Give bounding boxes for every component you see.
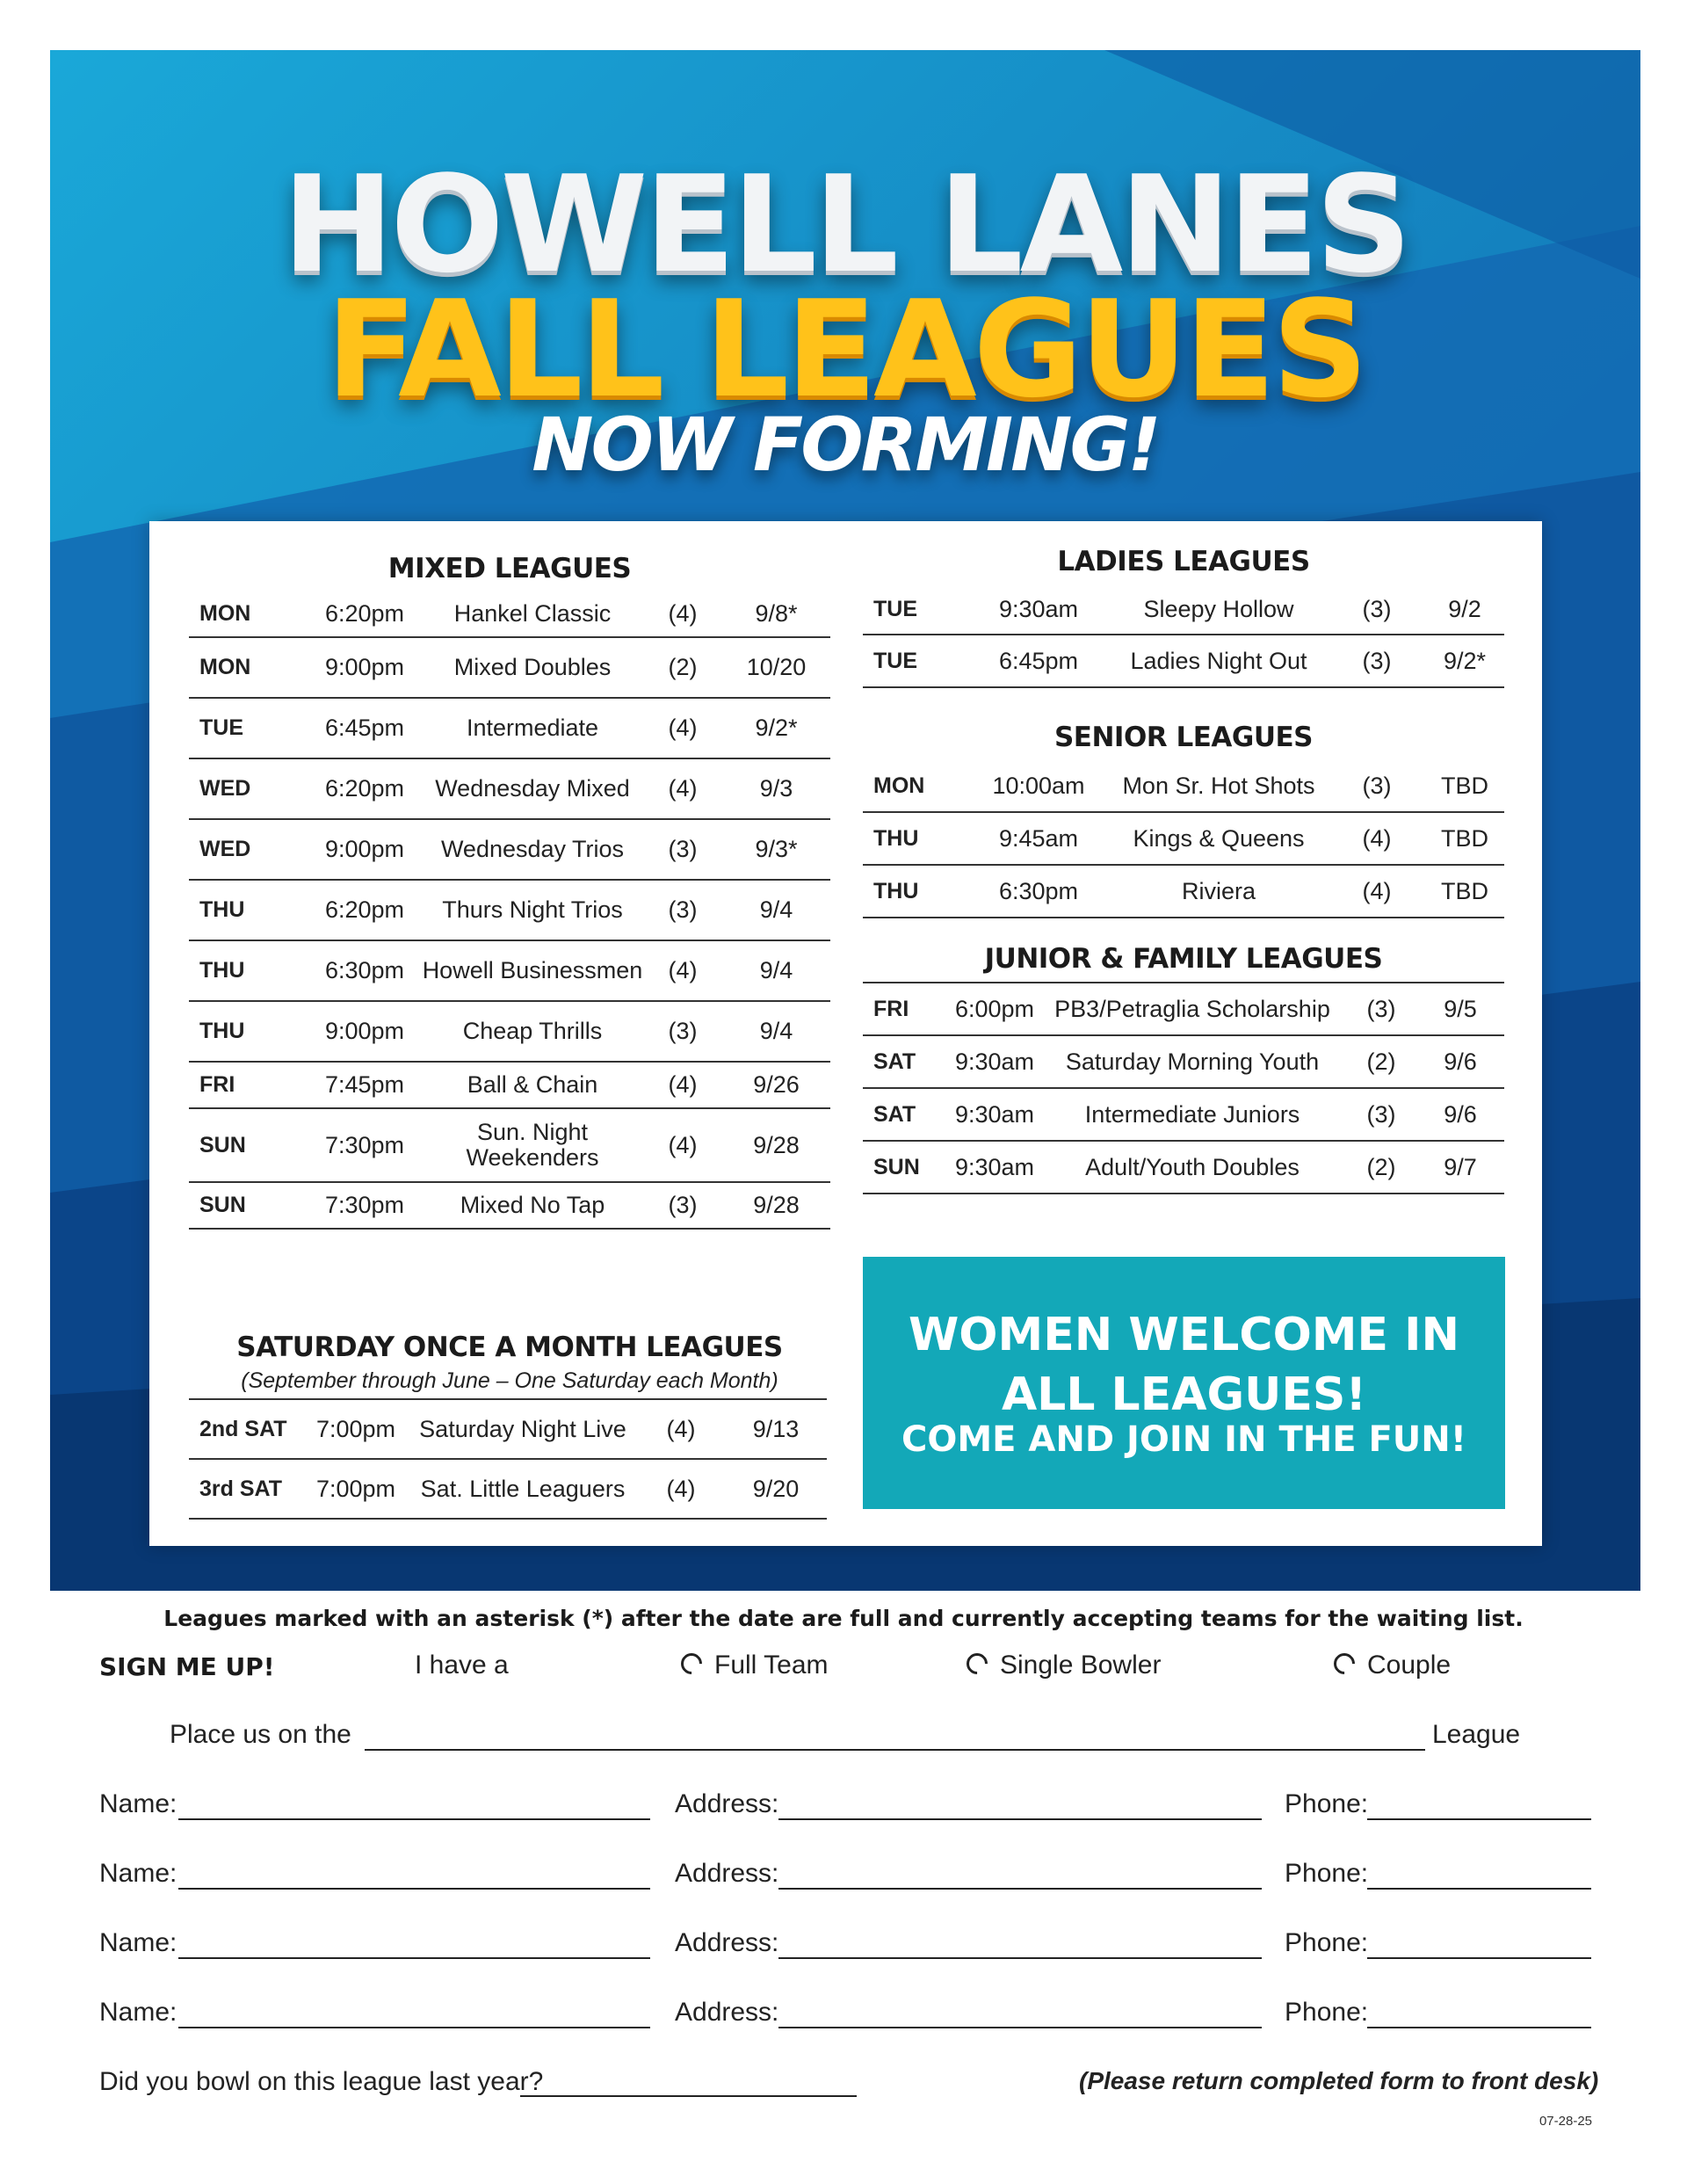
league-team-size: (4) [666, 1475, 696, 1502]
league-team-size: (4) [668, 715, 698, 741]
junior-family-leagues-table [863, 982, 1504, 1194]
league-row [863, 584, 1504, 635]
league-start-date: 9/4 [759, 1018, 793, 1044]
name-label: Name: [99, 1859, 177, 1888]
league-row [863, 1036, 1504, 1089]
monthly-leagues-title: SATURDAY ONCE A MONTH LEAGUES [236, 1331, 783, 1363]
senior-leagues-title: SENIOR LEAGUES [1053, 722, 1314, 753]
phone-field[interactable] [1367, 1818, 1591, 1820]
league-row [863, 813, 1504, 866]
league-start-date: 9/4 [759, 896, 793, 923]
junior-family-leagues-title: JUNIOR & FAMILY LEAGUES [984, 943, 1383, 975]
name-field[interactable] [178, 2027, 650, 2028]
radio-icon[interactable] [1329, 1649, 1359, 1679]
league-row [189, 1109, 830, 1183]
league-row [189, 1063, 830, 1109]
league-start-date: 9/26 [753, 1071, 800, 1098]
league-team-size: (3) [1362, 772, 1392, 799]
league-start-date: 10/20 [746, 654, 807, 680]
ladies-leagues-table [863, 584, 1504, 688]
option-single-bowler[interactable]: Single Bowler [967, 1651, 1161, 1680]
league-day: SUN [873, 1154, 920, 1179]
league-team-size: (3) [1366, 995, 1396, 1022]
name-field[interactable] [178, 1818, 650, 1820]
league-day: THU [199, 1019, 245, 1043]
league-day: FRI [873, 996, 909, 1021]
league-time: 7:00pm [315, 1415, 396, 1442]
league-start-date: 9/20 [752, 1475, 800, 1502]
league-name: Mixed Doubles [453, 654, 612, 680]
league-time: 6:20pm [324, 600, 405, 627]
last-year-question: Did you bowl on this league last year? [99, 2067, 544, 2096]
phone-field[interactable] [1367, 1957, 1591, 1959]
league-team-size: (4) [1362, 877, 1392, 904]
league-team-size: (4) [668, 1131, 698, 1158]
league-day: MON [199, 601, 251, 626]
league-name: Kings & Queens [1133, 824, 1305, 852]
league-row [189, 638, 830, 699]
league-team-size: (4) [668, 775, 698, 802]
waiting-list-note: Leagues marked with an asterisk (*) after the date are full and currently accepting teams for the waiting list. [163, 1606, 1524, 1631]
league-name: Sleepy Hollow [1143, 595, 1294, 622]
league-name: Mon Sr. Hot Shots [1122, 772, 1315, 799]
league-row [189, 1183, 830, 1230]
league-name: Ladies Night Out [1130, 647, 1307, 674]
league-name: Sun. Night Weekenders [466, 1119, 599, 1171]
phone-label: Phone: [1285, 1998, 1369, 2027]
address-label: Address: [675, 1789, 779, 1818]
league-day: THU [199, 958, 245, 983]
league-name: PB3/Petraglia Scholarship [1054, 995, 1330, 1022]
league-day: THU [873, 825, 919, 851]
league-start-date: 9/4 [759, 957, 793, 983]
league-day: TUE [873, 596, 917, 621]
league-team-size: (3) [1362, 595, 1392, 622]
league-time: 9:00pm [324, 654, 405, 680]
last-year-field[interactable] [520, 2095, 857, 2097]
league-name: Cheap Thrills [462, 1018, 603, 1044]
league-row [189, 1002, 830, 1063]
address-field[interactable] [778, 1818, 1262, 1820]
league-row [863, 1089, 1504, 1142]
league-day: 3rd SAT [199, 1476, 282, 1501]
phone-label: Phone: [1285, 1859, 1369, 1888]
league-name: Thurs Night Trios [442, 896, 623, 923]
league-row [863, 635, 1504, 688]
name-label: Name: [99, 1928, 177, 1957]
name-label: Name: [99, 1998, 177, 2027]
league-time: 9:30am [998, 595, 1079, 622]
welcome-line-3: COME AND JOIN IN THE FUN! [901, 1419, 1466, 1460]
name-field[interactable] [178, 1888, 650, 1890]
league-day: FRI [199, 1072, 235, 1097]
league-day: THU [199, 897, 245, 922]
league-name: Intermediate [466, 715, 599, 741]
league-row [863, 1142, 1504, 1194]
league-team-size: (3) [1362, 647, 1392, 674]
league-row [189, 759, 830, 820]
league-start-date: 9/2* [1443, 647, 1487, 674]
phone-label: Phone: [1285, 1928, 1369, 1957]
phone-label: Phone: [1285, 1789, 1369, 1818]
mixed-leagues-title: MIXED LEAGUES [387, 553, 632, 584]
sign-me-up-label: SIGN ME UP! [99, 1652, 275, 1681]
senior-leagues-table [863, 760, 1504, 918]
league-day: TUE [199, 715, 243, 740]
league-start-date: 9/7 [1444, 1153, 1477, 1180]
league-time: 6:30pm [998, 877, 1079, 904]
phone-field[interactable] [1367, 1888, 1591, 1890]
league-start-date: 9/3 [759, 775, 793, 802]
welcome-headline [863, 1305, 1505, 1425]
women-welcome-box [863, 1257, 1505, 1509]
league-time: 6:45pm [998, 647, 1079, 674]
league-time: 7:45pm [324, 1071, 405, 1098]
league-time: 10:00am [992, 772, 1085, 799]
league-team-size: (3) [668, 1018, 698, 1044]
league-row [189, 881, 830, 941]
welcome-line-1: WOMEN WELCOME IN [908, 1309, 1460, 1361]
league-start-date: TBD [1441, 824, 1488, 852]
league-start-date: 9/6 [1444, 1048, 1477, 1075]
league-team-size: (2) [668, 654, 698, 680]
league-start-date: 9/2 [1448, 595, 1481, 622]
league-name: Adult/Youth Doubles [1085, 1153, 1300, 1180]
place-us-label: Place us on the [170, 1720, 351, 1749]
address-label: Address: [675, 1998, 779, 2027]
league-time: 9:00pm [324, 836, 405, 862]
league-name: Sat. Little Leaguers [420, 1475, 626, 1502]
option-couple[interactable]: Couple [1334, 1651, 1451, 1680]
league-row [189, 820, 830, 881]
mixed-leagues-table [189, 591, 830, 1230]
league-row [863, 760, 1504, 813]
league-day: 2nd SAT [199, 1416, 287, 1441]
league-team-size: (4) [1362, 824, 1392, 852]
league-time: 6:45pm [324, 715, 405, 741]
league-time: 9:30am [954, 1048, 1035, 1075]
return-form-note: (Please return completed form to front desk) [1079, 2067, 1599, 2094]
phone-field[interactable] [1367, 2027, 1591, 2028]
league-team-size: (3) [668, 896, 698, 923]
league-day: SAT [873, 1048, 916, 1074]
league-row [189, 1400, 827, 1460]
league-time: 6:20pm [324, 896, 405, 923]
ladies-leagues-title: LADIES LEAGUES [1057, 546, 1310, 577]
league-day: MON [199, 655, 251, 679]
league-start-date: 9/5 [1444, 995, 1477, 1022]
league-time: 6:00pm [954, 995, 1035, 1022]
name-label: Name: [99, 1789, 177, 1818]
league-name: Riviera [1181, 877, 1256, 904]
league-row [189, 941, 830, 1002]
title-howell-lanes: HOWELL LANES [282, 147, 1408, 302]
league-name: Saturday Morning Youth [1065, 1048, 1320, 1075]
league-time: 6:20pm [324, 775, 405, 802]
address-field[interactable] [778, 1888, 1262, 1890]
league-start-date: 9/3* [755, 836, 798, 862]
league-start-date: 9/2* [755, 715, 798, 741]
address-label: Address: [675, 1928, 779, 1957]
name-field[interactable] [178, 1957, 650, 1959]
league-row [863, 983, 1504, 1036]
league-label: League [1432, 1720, 1521, 1749]
league-day: THU [873, 878, 919, 903]
league-name: Intermediate Juniors [1084, 1100, 1300, 1128]
title-now-forming: NOW FORMING! [532, 402, 1159, 488]
league-team-size: (4) [666, 1415, 696, 1442]
league-time: 7:30pm [324, 1131, 405, 1158]
welcome-line-2: ALL LEAGUES! [1001, 1368, 1367, 1421]
league-team-size: (4) [668, 1071, 698, 1098]
league-time: 7:30pm [324, 1192, 405, 1218]
radio-icon[interactable] [677, 1649, 706, 1679]
league-name: Mixed No Tap [460, 1192, 605, 1218]
league-team-size: (2) [1366, 1153, 1396, 1180]
league-day: SUN [199, 1193, 246, 1217]
address-field[interactable] [778, 2027, 1262, 2028]
i-have-a-label: I have a [415, 1651, 509, 1680]
option-full-team[interactable]: Full Team [681, 1651, 829, 1680]
date-code: 07-28-25 [1539, 2114, 1592, 2129]
league-start-date: 9/13 [752, 1415, 800, 1442]
league-time: 7:00pm [315, 1475, 396, 1502]
title-fall-leagues: FALL LEAGUES [325, 272, 1365, 427]
league-name: Saturday Night Live [419, 1415, 626, 1442]
league-team-size: (4) [668, 600, 698, 627]
league-start-date: TBD [1441, 877, 1488, 904]
league-name: Wednesday Mixed [435, 775, 630, 802]
league-start-date: 9/8* [755, 600, 798, 627]
league-day: TUE [873, 648, 917, 673]
address-label: Address: [675, 1859, 779, 1888]
league-team-size: (2) [1366, 1048, 1396, 1075]
address-field[interactable] [778, 1957, 1262, 1959]
league-start-date: 9/6 [1444, 1100, 1477, 1128]
league-time: 9:45am [998, 824, 1079, 852]
league-day: SAT [873, 1101, 916, 1127]
league-row [863, 866, 1504, 918]
league-start-date: 9/28 [753, 1192, 800, 1218]
league-name: Howell Businessmen [422, 957, 643, 983]
league-name: Wednesday Trios [440, 836, 625, 862]
league-name: Hankel Classic [453, 600, 612, 627]
league-team-size: (4) [668, 957, 698, 983]
league-row [189, 699, 830, 759]
league-name-field[interactable] [365, 1749, 1425, 1751]
league-time: 6:30pm [324, 957, 405, 983]
league-day: WED [199, 776, 251, 801]
league-start-date: TBD [1441, 772, 1488, 799]
monthly-leagues-table [189, 1398, 827, 1520]
league-time: 9:30am [954, 1153, 1035, 1180]
monthly-leagues-subtitle: (September through June – One Saturday each Month) [241, 1368, 778, 1393]
league-team-size: (3) [668, 1192, 698, 1218]
league-team-size: (3) [668, 836, 698, 862]
league-time: 9:30am [954, 1100, 1035, 1128]
league-day: WED [199, 837, 251, 861]
radio-icon[interactable] [962, 1649, 992, 1679]
league-day: MON [873, 773, 925, 798]
league-name: Ball & Chain [467, 1071, 598, 1098]
league-start-date: 9/28 [753, 1131, 800, 1158]
league-row [189, 591, 830, 638]
league-day: SUN [199, 1132, 246, 1157]
league-time: 9:00pm [324, 1018, 405, 1044]
league-row [189, 1460, 827, 1520]
league-team-size: (3) [1366, 1100, 1396, 1128]
